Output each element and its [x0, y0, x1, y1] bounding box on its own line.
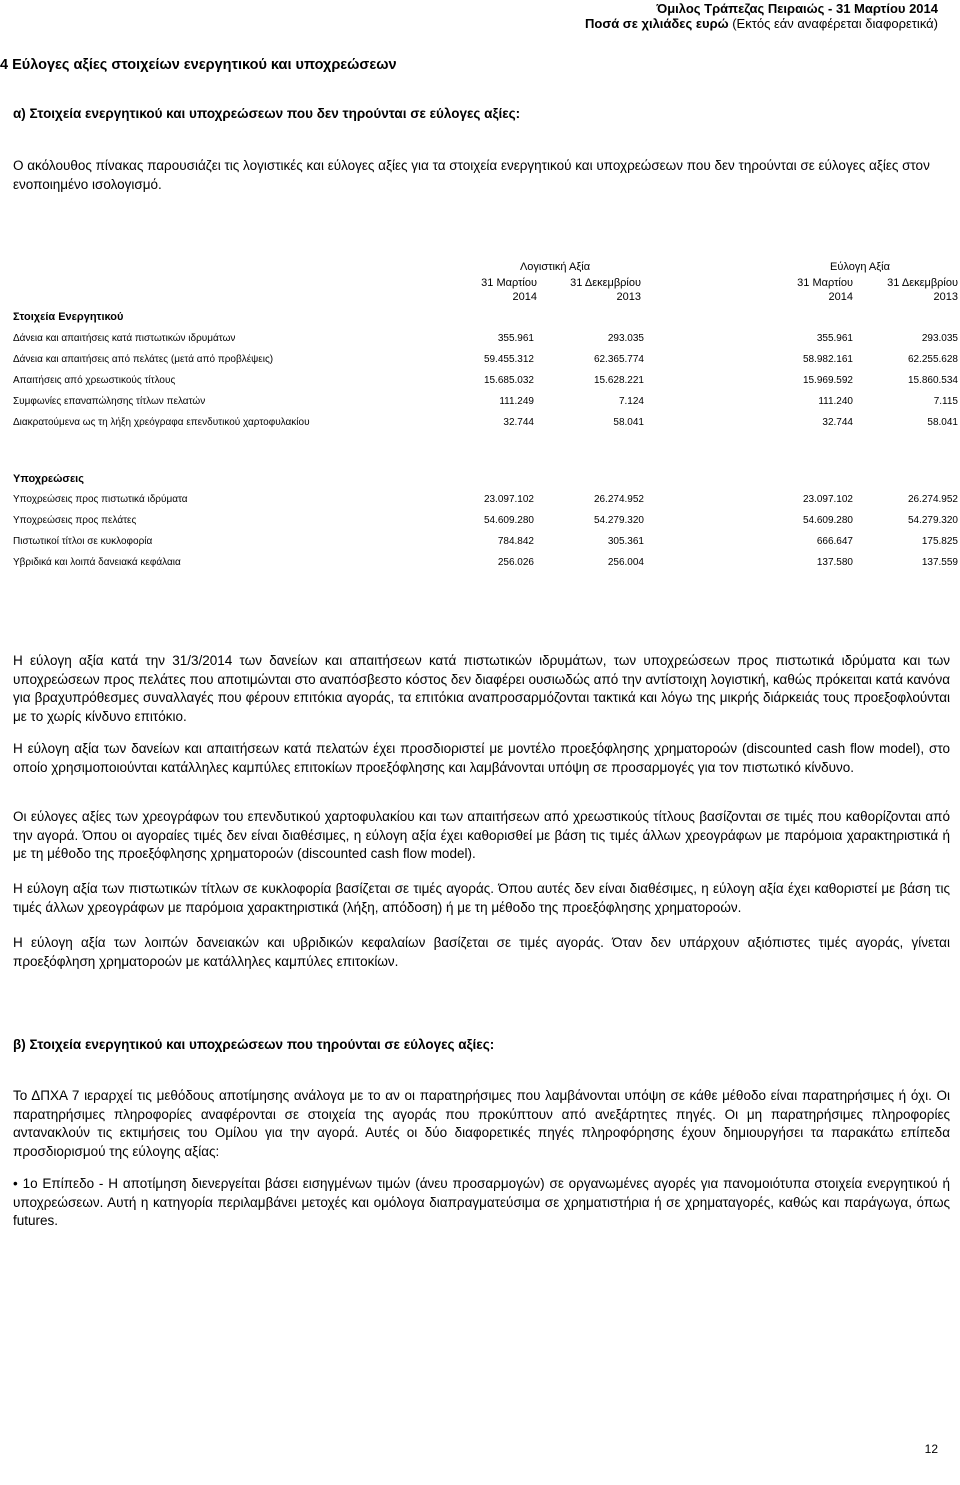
- table-row: [13, 333, 958, 347]
- paragraph-ifrs7: Το ΔΠΧΑ 7 ιεραρχεί τις μεθόδους αποτίμησης ανάλογα με το αν οι παρατηρήσιμες που λαμβάνονται υπόψη σε κάθε μέθοδο είναι παρατηρήσιμες ή όχι. Οι παρατηρήσιμες πληροφορίες αναφέρονται σε στοιχεία της αγοράς που προκύπτουν από ανεξάρτητες πηγές. Οι μη παρατηρήσιμες πληροφορίες αντανακλούν τις εκτιμήσεις του Ομίλου για την αγορά. Αυτές οι δύο διαφορετικές πηγές πληροφόρησης έχουν δημιουργήσει τα παρακάτω επίπεδα προσδιορισμού της εύλογης αξίας:: [13, 1088, 950, 1159]
- col-head-line1: 31 Δεκεμβρίου: [887, 277, 958, 289]
- book-mar-value: 59.455.312: [483, 354, 534, 365]
- book-mar-value: 54.609.280: [483, 515, 534, 526]
- units-bold: Ποσά σε χιλιάδες ευρώ: [584, 16, 729, 31]
- table-row: [13, 494, 958, 508]
- group-fair-value: Εύλογη Αξία: [830, 261, 890, 273]
- row-label: Υβριδικά και λοιπά δανειακά κεφάλαια: [13, 557, 181, 568]
- book-mar-value: 355.961: [497, 333, 534, 344]
- col-head-line2: 2013: [933, 291, 958, 303]
- paragraph-loans: Η εύλογη αξία των δανείων και απαιτήσεων κατά πελατών έχει προσδιοριστεί με μοντέλο προεξόφλησης χρηματοροών (discounted cash flow model), στο οποίο χρησιμοποιούνται κατάλληλες καμπύλες επιτοκίων προεξόφλησης και λαμβάνονται υπόψη σε προσαρμογές για τον πιστωτικό κίνδυνο.: [13, 741, 950, 775]
- row-label: Δάνεια και απαιτήσεις κατά πιστωτικών ιδρυμάτων: [13, 333, 236, 344]
- fair-mar-value: 137.580: [816, 557, 853, 568]
- row-label: Διακρατούμενα ως τη λήξη χρεόγραφα επενδυτικού χαρτοφυλακίου: [13, 417, 310, 428]
- table-row: [13, 375, 958, 389]
- page-number: 12: [924, 1442, 938, 1456]
- book-dec-value: 26.274.952: [593, 494, 644, 505]
- units-note: (Εκτός εάν αναφέρεται διαφορετικά): [728, 16, 938, 31]
- fair-dec-value: 175.825: [921, 536, 958, 547]
- book-mar-value: 23.097.102: [483, 494, 534, 505]
- book-mar-value: 111.249: [499, 396, 534, 407]
- book-dec-value: 293.035: [607, 333, 644, 344]
- paragraph-debt-issued: Η εύλογη αξία των πιστωτικών τίτλων σε κυκλοφορία βασίζεται σε τιμές αγοράς. Όπου αυτές δεν είναι διαθέσιμες, η εύλογη αξία έχει καθοριστεί με βάση τις τιμές άλλων χρεογράφων με παρόμοια χαρακτηριστικά (λήξη, απόδοση) ή με τη μέθοδο της προεξόφλησης χρηματοροών.: [13, 881, 950, 915]
- col-head-line1: 31 Μαρτίου: [481, 277, 537, 289]
- book-mar-value: 32.744: [503, 417, 534, 428]
- col-head-line1: 31 Μαρτίου: [797, 277, 853, 289]
- col-book-dec-2013: [536, 276, 641, 304]
- fair-dec-value: 54.279.320: [907, 515, 958, 526]
- fair-dec-value: 26.274.952: [907, 494, 958, 505]
- paragraph-level1: • 1ο Επίπεδο - Η αποτίμηση διενεργείται βάσει εισηγμένων τιμών (άνευ προσαρμογών) σε οργανωμένες αγορές για πανομοιότυπα στοιχεία ενεργητικού ή υποχρεώσεων. Αυτή η κατηγορία περιλαμβάνει μετοχές και ομόλογα διαπραγματεύσιμα σε χρηματιστήρια ή σε χρηματαγορές, καθώς και παράγωγα, όπως futures.: [13, 1176, 950, 1228]
- fair-mar-value: 15.969.592: [802, 375, 853, 386]
- paragraph-securities: Οι εύλογες αξίες των χρεογράφων του επενδυτικού χαρτοφυλακίου και των απαιτήσεων από χρεωστικούς τίτλους βασίζονται σε τιμές που καθορίζονται από την αγορά. Όπου οι αγοραίες τιμές δεν είναι διαθέσιμες, η εύλογη αξία έχει καθορισθεί με βάση τις τιμές άλλων χρεογράφων με παρόμοια χαρακτηριστικά ή με τη μέθοδο της προεξόφλησης χρηματοροών (discounted cash flow model).: [13, 809, 950, 861]
- table-row: [13, 557, 958, 571]
- paragraph-interbank: Η εύλογη αξία κατά την 31/3/2014 των δανείων και απαιτήσεων κατά πιστωτικών ιδρυμάτων, των υποχρεώσεων προς πιστωτικά ιδρύματα και των υποχρεώσεων προς πελάτες που αποτιμώνται στο αναπόσβεστο κόστος δεν διαφέρει ουσιωδώς από την αντίστοιχη λογιστική, καθώς πρόκειται κατά κανόνα για βραχυπρόθεσμες συναλλαγές που φέρουν επιτόκια αγοράς, τα επιτόκια αναπροσαρμόζονται τακτικά και λόγω της μικρής διάρκειάς τους προεξοφλούνται με το χωρίς κίνδυνο επιτόκιο.: [13, 653, 950, 724]
- table-row: [13, 536, 958, 550]
- row-label: Συμφωνίες επαναπώλησης τίτλων πελατών: [13, 396, 206, 407]
- book-dec-value: 7.124: [618, 396, 644, 407]
- report-header-title: Όμιλος Τράπεζας Πειραιώς - 31 Μαρτίου 2014: [656, 1, 938, 16]
- row-label: Δάνεια και απαιτήσεις από πελάτες (μετά από προβλέψεις): [13, 354, 274, 365]
- fair-dec-value: 7.115: [933, 396, 958, 407]
- table-row: [13, 396, 958, 410]
- col-head-line2: 2014: [512, 291, 537, 303]
- table-row: [13, 417, 958, 431]
- row-label: Απαιτήσεις από χρεωστικούς τίτλους: [13, 375, 176, 386]
- assets-section-title: Στοιχεία Ενεργητικού: [13, 311, 124, 323]
- subsection-b-title: β) Στοιχεία ενεργητικού και υποχρεώσεων που τηρούνται σε εύλογες αξίες:: [13, 1037, 495, 1052]
- col-fair-mar-2014: [753, 276, 853, 304]
- subsection-a-title: α) Στοιχεία ενεργητικού και υποχρεώσεων που δεν τηρούνται σε εύλογες αξίες:: [13, 106, 521, 121]
- book-mar-value: 784.842: [497, 536, 534, 547]
- fair-mar-value: 355.961: [816, 333, 853, 344]
- intro-paragraph: Ο ακόλουθος πίνακας παρουσιάζει τις λογιστικές και εύλογες αξίες για τα στοιχεία ενεργητικού και υποχρεώσεων που δεν τηρούνται σε εύλογες αξίες στον ενοποιημένο ισολογισμό.: [13, 158, 930, 192]
- fair-mar-value: 58.982.161: [802, 354, 853, 365]
- col-head-line1: 31 Δεκεμβρίου: [570, 277, 641, 289]
- table-row: [13, 354, 958, 368]
- fair-mar-value: 54.609.280: [802, 515, 853, 526]
- book-mar-value: 15.685.032: [483, 375, 534, 386]
- fair-mar-value: 111.240: [818, 396, 853, 407]
- row-label: Πιστωτικοί τίτλοι σε κυκλοφορία: [13, 536, 153, 547]
- table-row: [13, 515, 958, 529]
- row-label: Υποχρεώσεις προς πιστωτικά ιδρύματα: [13, 494, 188, 505]
- book-mar-value: 256.026: [497, 557, 534, 568]
- section-title: 4 Εύλογες αξίες στοιχείων ενεργητικού και υποχρεώσεων: [0, 57, 397, 73]
- row-label: Υποχρεώσεις προς πελάτες: [13, 515, 137, 526]
- book-dec-value: 54.279.320: [593, 515, 644, 526]
- col-book-mar-2014: [437, 276, 537, 304]
- col-head-line2: 2013: [616, 291, 641, 303]
- group-book-value: Λογιστική Αξία: [519, 261, 591, 273]
- fair-dec-value: 293.035: [921, 333, 958, 344]
- col-fair-dec-2013: [853, 276, 958, 304]
- liabilities-section-title: Υποχρεώσεις: [13, 473, 84, 485]
- book-dec-value: 15.628.221: [593, 375, 644, 386]
- paragraph-hybrid: Η εύλογη αξία των λοιπών δανειακών και υβριδικών κεφαλαίων βασίζεται σε τιμές αγοράς. Όταν δεν υπάρχουν αξιόπιστες τιμές αγοράς, γίνεται προεξόφληση χρηματοροών με κατάλληλες καμπύλες επιτοκίων.: [13, 935, 950, 969]
- book-dec-value: 62.365.774: [593, 354, 644, 365]
- col-head-line2: 2014: [828, 291, 853, 303]
- book-dec-value: 305.361: [607, 536, 644, 547]
- fair-dec-value: 137.559: [921, 557, 958, 568]
- fair-dec-value: 62.255.628: [907, 354, 958, 365]
- report-header-units: [585, 16, 938, 32]
- fair-mar-value: 666.647: [816, 536, 853, 547]
- book-dec-value: 58.041: [613, 417, 644, 428]
- fair-mar-value: 32.744: [822, 417, 853, 428]
- fair-mar-value: 23.097.102: [802, 494, 853, 505]
- book-dec-value: 256.004: [607, 557, 644, 568]
- fair-dec-value: 58.041: [927, 417, 958, 428]
- fair-dec-value: 15.860.534: [907, 375, 958, 386]
